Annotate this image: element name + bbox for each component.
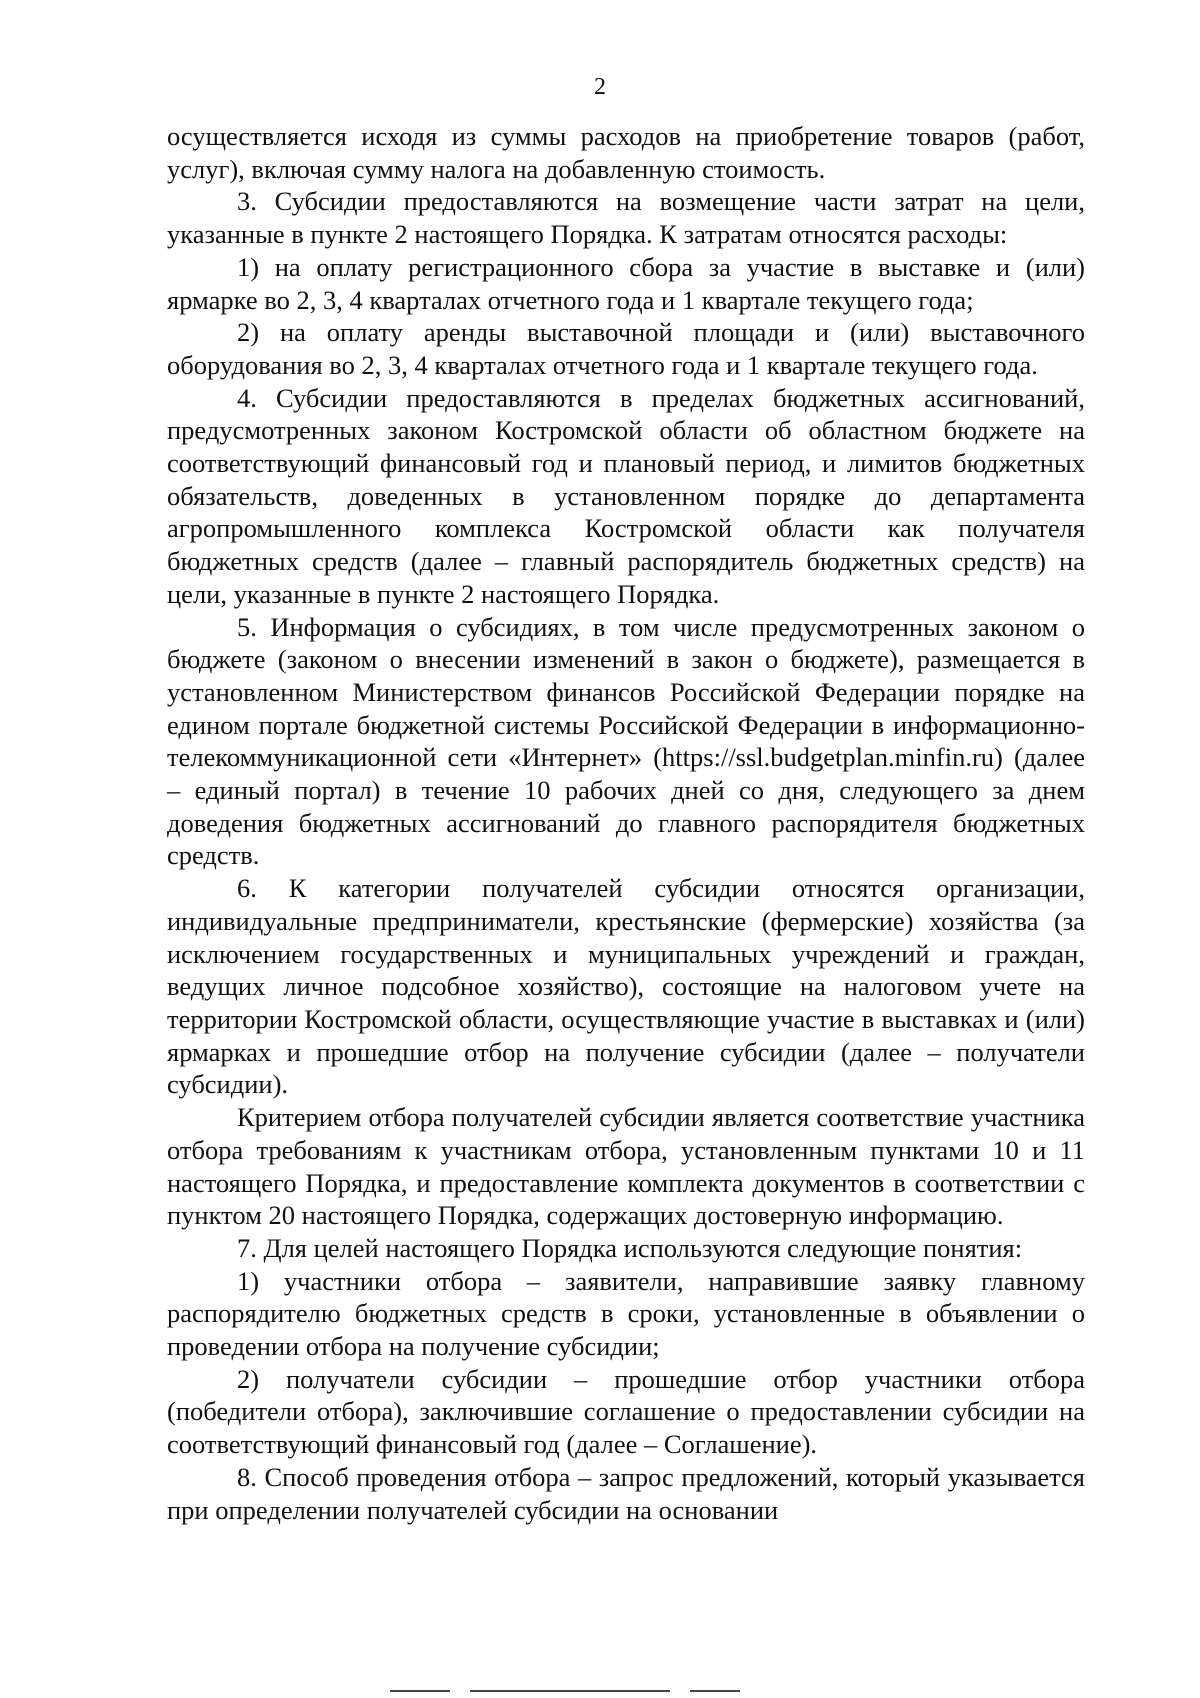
paragraph-item-7-subitem-2: 2) получатели субсидии – прошедшие отбор участники отбора (победители отбора), заключившие соглашение о предоставлении субсидии на соответствующий финансовый год (далее – Соглашение). — [167, 1363, 1085, 1460]
paragraph-item-5: 5. Информация о субсидиях, в том числе предусмотренных законом о бюджете (законом о внесении изменений в закон о бюджете), размещается в установленном Министерством финансов Российской Федерации порядке на едином портале бюджетной системы Российской Федерации в информационно-телекоммуникационной сети «Интернет» (https://ssl.budgetplan.minfin.ru) (далее – единый портал) в течение 10 рабочих дней со дня, следующего за днем доведения бюджетных ассигнований до главного распорядителя бюджетных средств. — [167, 611, 1085, 871]
paragraph-item-7-subitem-1: 1) участники отбора – заявители, направившие заявку главному распорядителю бюджетных средств в сроки, установленные в объявлении о проведении отбора на получение субсидии; — [167, 1265, 1085, 1362]
paragraph-item-6: 6. К категории получателей субсидии относятся организации, индивидуальные предприниматели, крестьянские (фермерские) хозяйства (за исключением государственных и муниципальных учреждений и граждан, ведущих личное подсобное хозяйство), состоящие на налоговом учете на территории Костромской области, осуществляющие участие в выставках и (или) ярмарках и прошедшие отбор на получение субсидии (далее – получатели субсидии). — [167, 873, 1085, 1100]
paragraph-item-8: 8. Способ проведения отбора – запрос предложений, который указывается при определении получателей субсидии на основании — [167, 1461, 1085, 1525]
paragraph-item-3-subitem-2: 2) на оплату аренды выставочной площади и (или) выставочного оборудования во 2, 3, 4 кварталах отчетного года и 1 квартале текущего года. — [167, 317, 1085, 380]
paragraph-selection-criterion: Критерием отбора получателей субсидии является соответствие участника отбора требованиям к участникам отбора, установленным пунктами 10 и 11 настоящего Порядка, и предоставление комплекта документов в соответствии с пунктом 20 настоящего Порядка, содержащих достоверную информацию. — [167, 1102, 1085, 1231]
paragraph-item-3-subitem-1: 1) на оплату регистрационного сбора за участие в выставке и (или) ярмарке во 2, 3, 4 кварталах отчетного года и 1 квартале текущего года; — [167, 251, 1085, 315]
paragraph-continuation: осуществляется исходя из суммы расходов на приобретение товаров (работ, услуг), включая сумму налога на добавленную стоимость. — [167, 121, 1085, 184]
page-number: 2 — [594, 74, 606, 100]
scan-mark — [690, 1690, 740, 1692]
scan-mark — [390, 1690, 450, 1692]
scan-mark — [470, 1690, 670, 1692]
paragraph-item-3: 3. Субсидии предоставляются на возмещение части затрат на цели, указанные в пункте 2 настоящего Порядка. К затратам относятся расходы: — [167, 186, 1085, 250]
paragraph-item-7: 7. Для целей настоящего Порядка используются следующие понятия: — [237, 1232, 1023, 1263]
document-body — [167, 120, 1085, 1526]
paragraph-item-4: 4. Субсидии предоставляются в пределах бюджетных ассигнований, предусмотренных законом Костромской области об областном бюджете на соответствующий финансовый год и плановый период, и лимитов бюджетных обязательств, доведенных в установленном порядке до департамента агропромышленного комплекса Костромской области как получателя бюджетных средств (далее – главный распорядитель бюджетных средств) на цели, указанные в пункте 2 настоящего Порядка. — [167, 382, 1085, 609]
